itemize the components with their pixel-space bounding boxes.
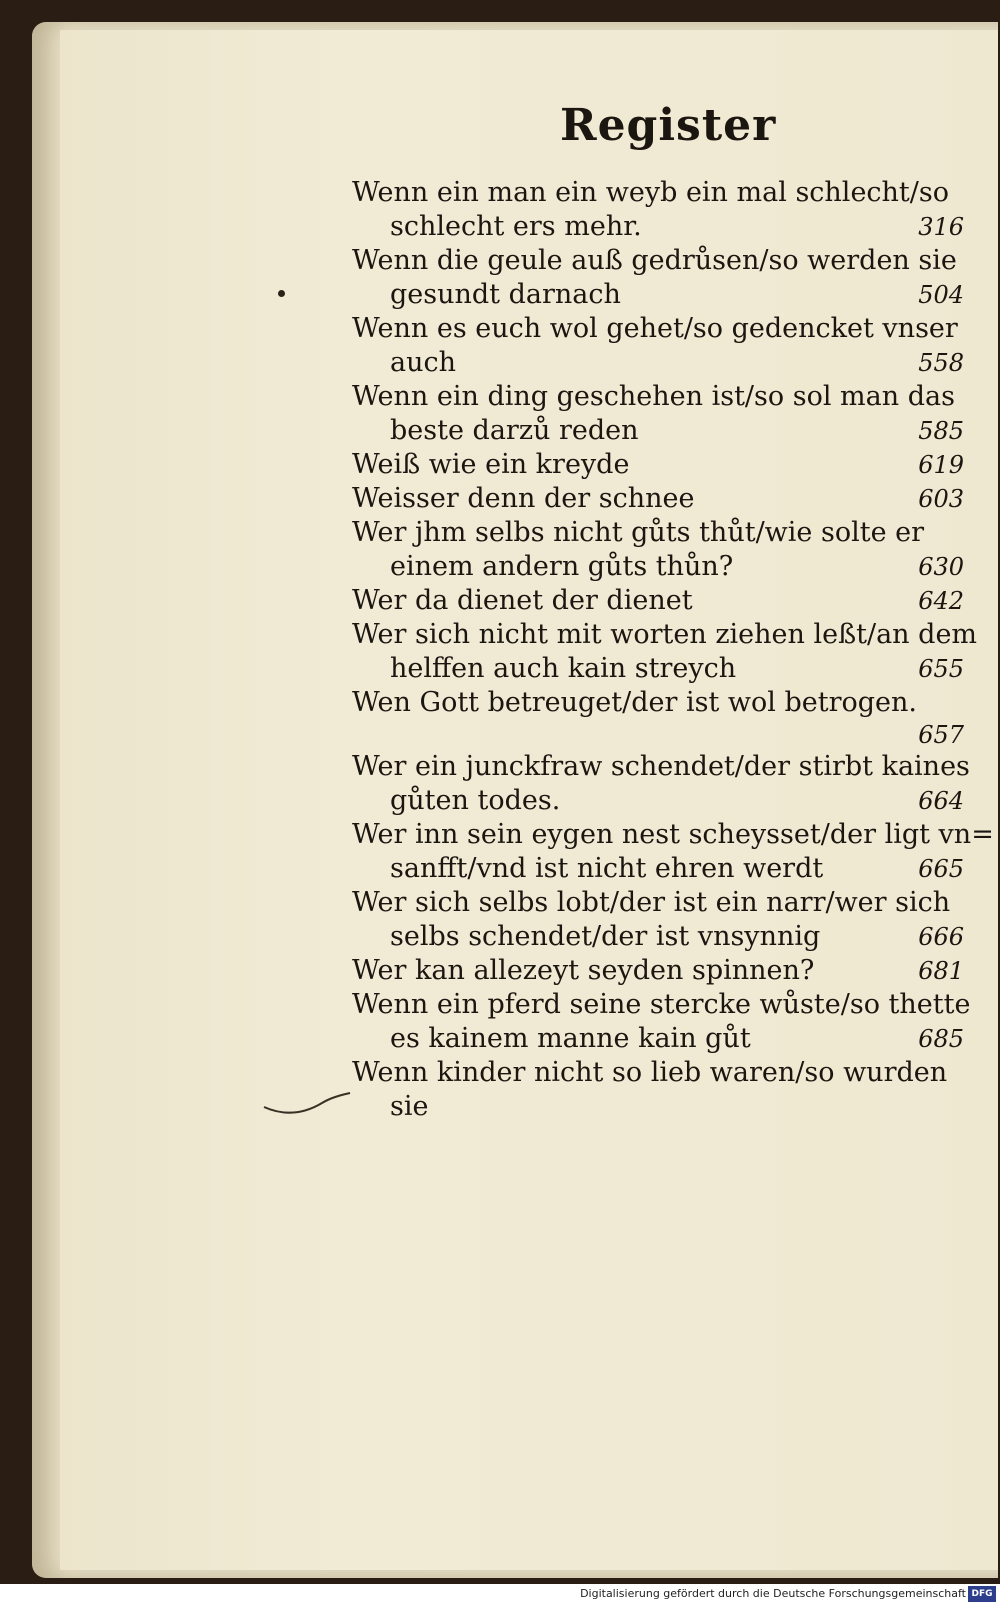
page-number: 642: [918, 587, 964, 615]
register-entry: [352, 380, 964, 448]
entry-text: [352, 244, 964, 278]
register-entries: [352, 176, 994, 1124]
page-number: 665: [918, 855, 964, 883]
entry-line-text: Wer jhm selbs nicht gůts thůt/wie solte er: [352, 517, 925, 548]
register-entry: [352, 618, 978, 686]
page-number: 585: [918, 417, 964, 445]
entry-line-text: Wer sich nicht mit worten ziehen leßt/an dem: [352, 619, 978, 650]
entry-line-text: Wenn es euch wol gehet/so gedencket vnser: [352, 313, 958, 344]
entry-line-text: Weiß wie ein kreyde: [352, 449, 630, 480]
entry-text: [352, 988, 971, 1022]
register-entry: [352, 988, 971, 1056]
page-number-line: [352, 720, 964, 750]
entry-continuation: [352, 1090, 964, 1124]
page-number: 504: [918, 281, 964, 309]
page-number: 316: [918, 213, 964, 241]
entry-continuation: [352, 652, 964, 686]
entry-text: [352, 954, 964, 988]
entry-continuation: [352, 414, 964, 448]
entry-line-text: helffen auch kain streych: [390, 653, 737, 684]
entry-line-text: Wer kan allezeyt seyden spinnen?: [352, 955, 815, 986]
ink-dot: [278, 290, 285, 297]
register-entry: [352, 516, 964, 584]
page-number: 681: [918, 957, 964, 985]
entry-continuation: [352, 278, 964, 312]
entry-line-text: Wen Gott betreuget/der ist wol betrogen.: [352, 687, 917, 718]
page-number: 685: [918, 1025, 964, 1053]
entry-text: [352, 448, 964, 482]
page-number: 664: [918, 787, 964, 815]
entry-line-text: schlecht ers mehr.: [390, 211, 642, 242]
page-heading: Register: [560, 100, 777, 151]
entry-text: [352, 886, 964, 920]
entry-continuation: [352, 346, 964, 380]
footer: [0, 1584, 1000, 1606]
entry-line-text: auch: [390, 347, 456, 378]
register-entry: [352, 176, 964, 244]
entry-line-text: beste darzů reden: [390, 415, 639, 446]
entry-line-text: Wenn ein ding geschehen ist/so sol man das: [352, 381, 955, 412]
entry-text: [352, 686, 964, 720]
entry-continuation: [352, 920, 964, 954]
entry-line-text: Wenn ein man ein weyb ein mal schlecht/so: [352, 177, 949, 208]
entry-line-text: Weisser denn der schnee: [352, 483, 695, 514]
register-entry: [352, 448, 964, 482]
entry-line-text: Wer ein junckfraw schendet/der stirbt kaines: [352, 751, 970, 782]
page-number: 630: [918, 553, 964, 581]
page-number: 666: [918, 923, 964, 951]
page-number: 619: [918, 451, 964, 479]
entry-text: [352, 380, 964, 414]
entry-line-text: Wer inn sein eygen nest scheysset/der ligt vn=: [352, 819, 994, 850]
entry-continuation: [352, 550, 964, 584]
entry-text: [352, 176, 964, 210]
entry-line-text: Wer sich selbs lobt/der ist ein narr/wer sich: [352, 887, 951, 918]
entry-continuation: [352, 210, 964, 244]
register-entry: [352, 886, 964, 954]
page-number: 657: [918, 721, 964, 749]
entry-text: [352, 584, 964, 618]
entry-line-text: gůten todes.: [390, 785, 561, 816]
pen-stroke-mark: [262, 1085, 352, 1120]
entry-text: [352, 516, 964, 550]
entry-line-text: selbs schendet/der ist vnsynnig: [390, 921, 821, 952]
register-entry: [352, 482, 964, 516]
register-entry: [352, 584, 964, 618]
entry-text: [352, 618, 978, 652]
entry-text: [352, 750, 970, 784]
entry-text: [352, 1056, 964, 1090]
register-entry: [352, 244, 964, 312]
page-number: 558: [918, 349, 964, 377]
page-number: 603: [918, 485, 964, 513]
entry-line-text: Wer da dienet der dienet: [352, 585, 693, 616]
entry-continuation: [352, 852, 964, 886]
entry-line-text: Wenn die geule auß gedrůsen/so werden sie: [352, 245, 957, 276]
entry-continuation: [352, 784, 964, 818]
entry-text: [352, 312, 964, 346]
entry-line-text: Wenn ein pferd seine stercke wůste/so thette: [352, 989, 971, 1020]
entry-continuation: [352, 1022, 964, 1056]
dfg-logo: DFG: [968, 1586, 996, 1602]
entry-line-text: es kainem manne kain gůt: [390, 1023, 751, 1054]
register-entry: [352, 750, 970, 818]
register-entry: [352, 1056, 964, 1124]
entry-line-text: gesundt darnach: [390, 279, 621, 310]
entry-text: [352, 818, 994, 852]
register-entry: [352, 954, 964, 988]
register-entry: [352, 312, 964, 380]
footer-credit: Digitalisierung gefördert durch die Deutsche Forschungsgemeinschaft: [580, 1587, 966, 1600]
entry-line-text: sie: [390, 1091, 429, 1122]
entry-line-text: Wenn kinder nicht so lieb waren/so wurden: [352, 1057, 948, 1088]
register-entry: [352, 686, 964, 750]
register-entry: [352, 818, 994, 886]
entry-line-text: einem andern gůts thůn?: [390, 551, 734, 582]
page-number: 655: [918, 655, 964, 683]
entry-line-text: sanfft/vnd ist nicht ehren werdt: [390, 853, 824, 884]
entry-text: [352, 482, 964, 516]
